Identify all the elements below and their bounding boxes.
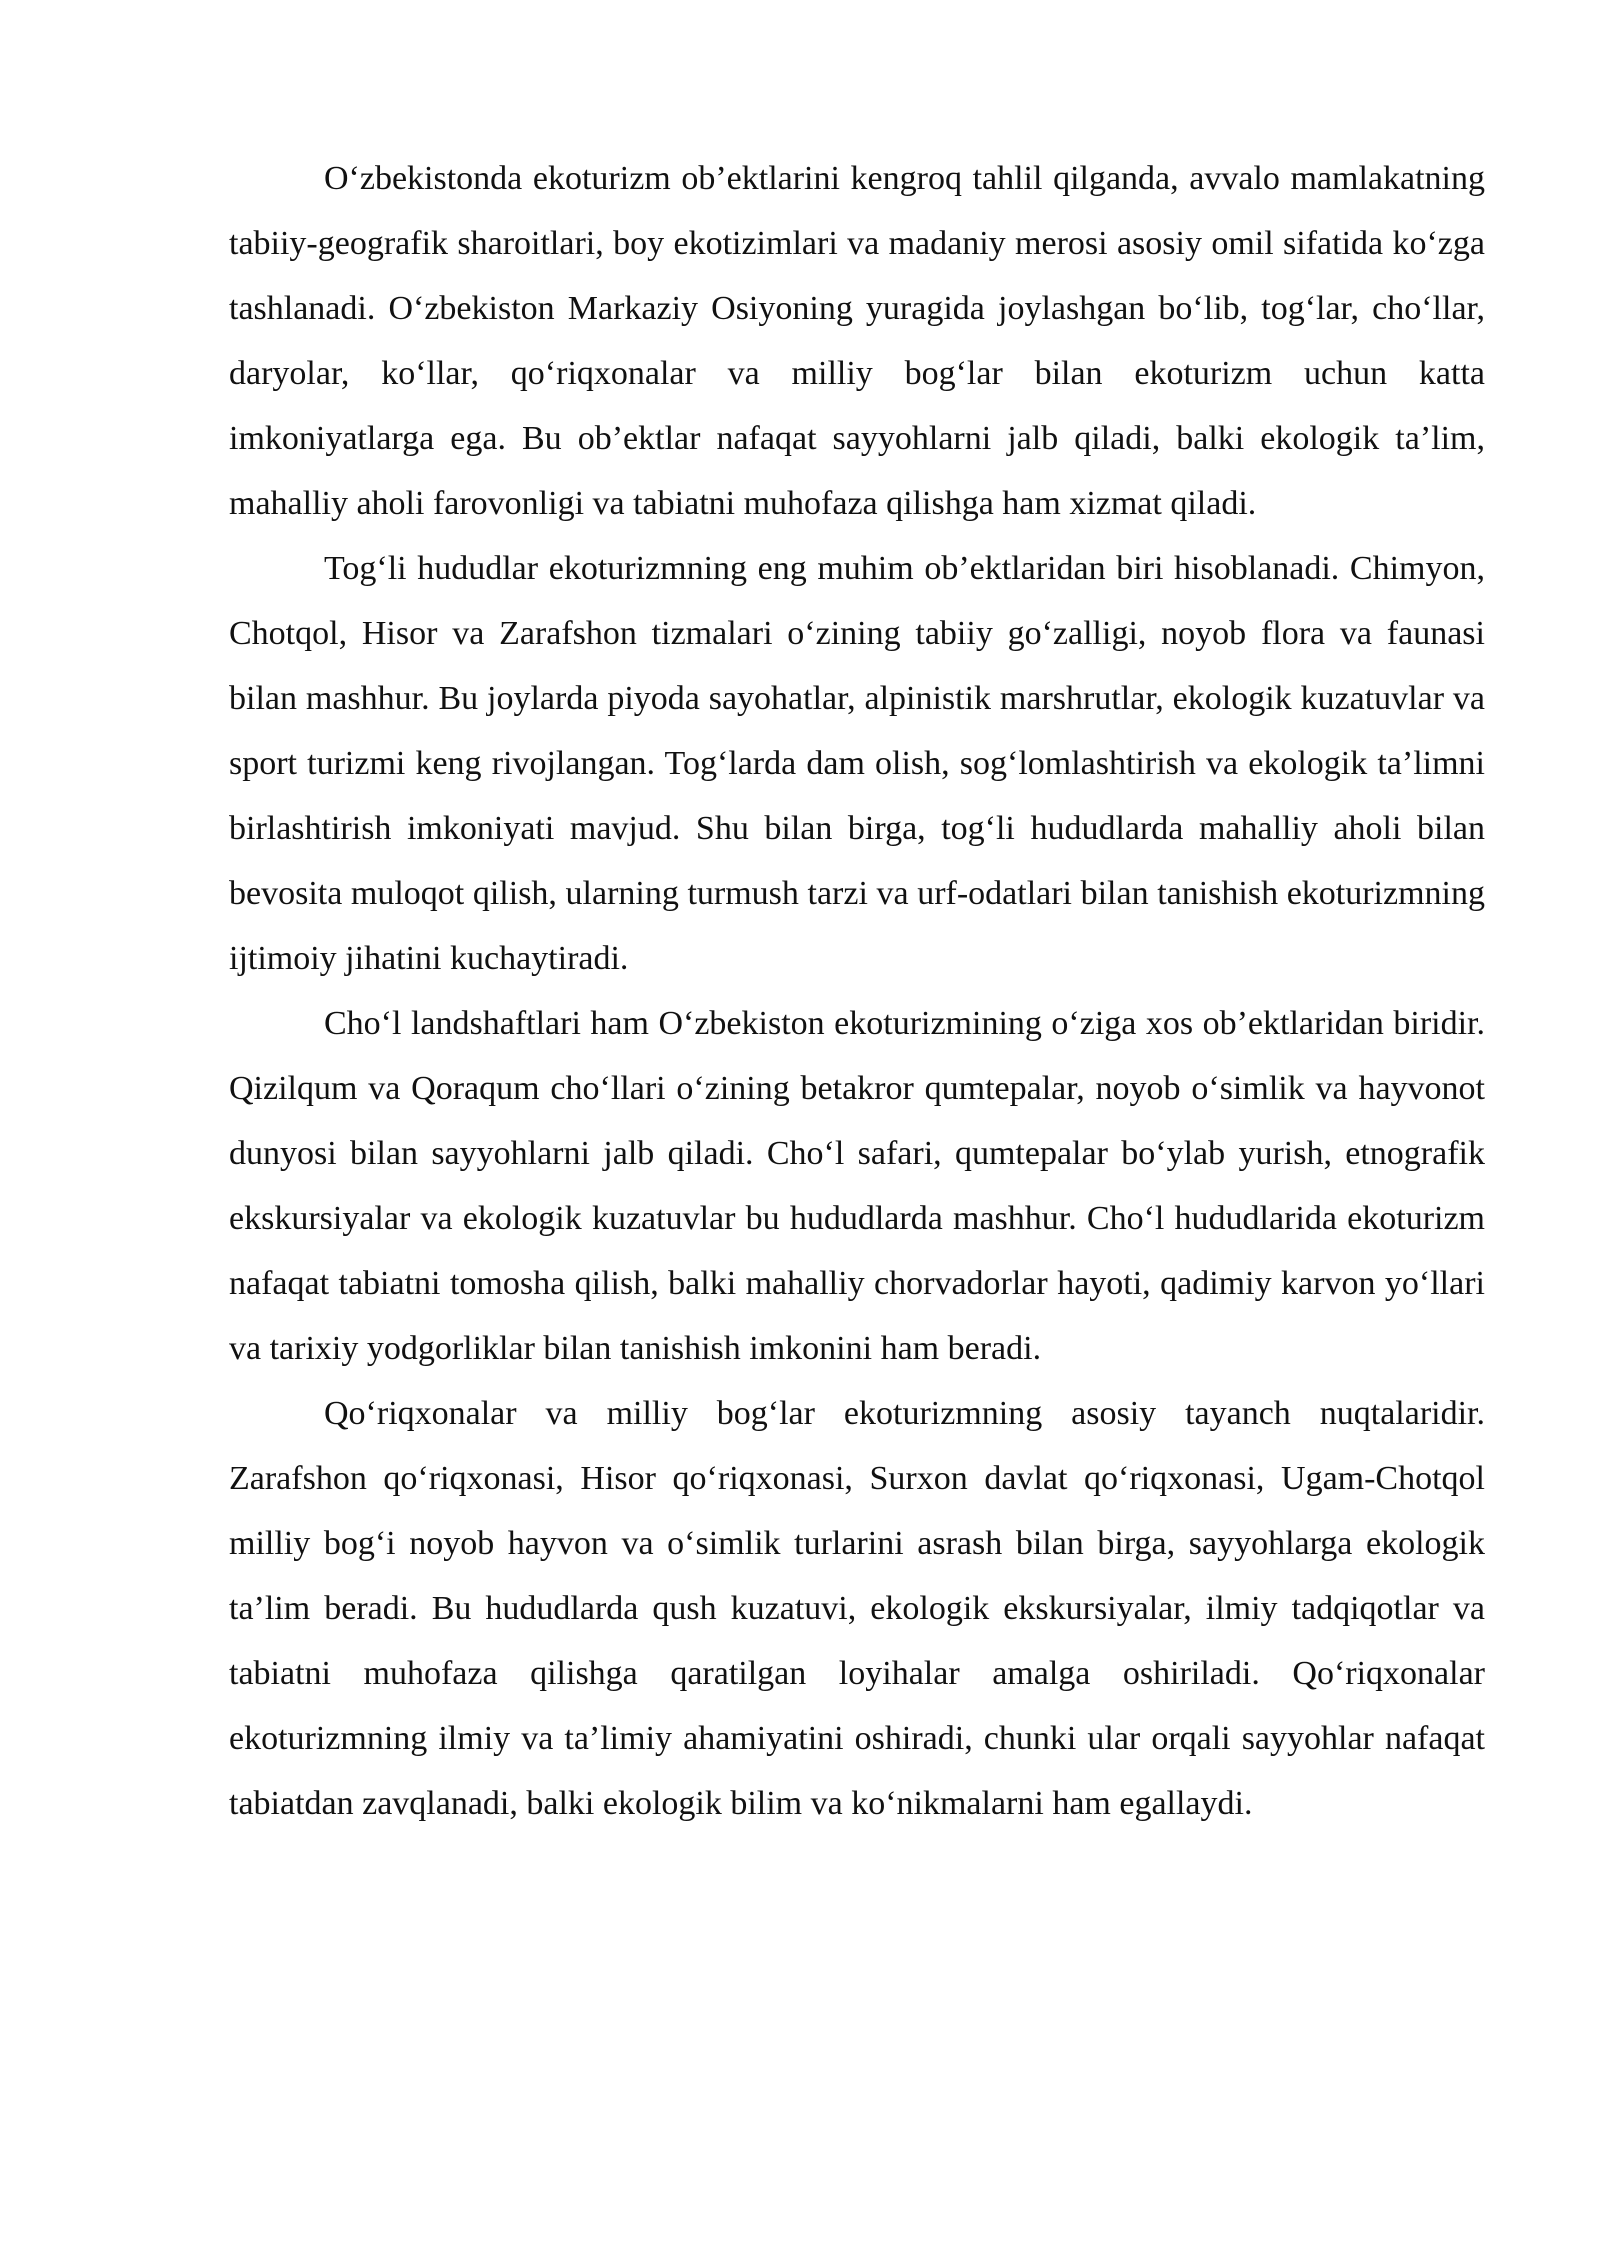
- paragraph-mountain-regions: Tog‘li hududlar ekoturizmning eng muhim ob’ektlaridan biri hisoblanadi. Chimyon, Chotqol, Hisor va Zarafshon tizmalari o‘zining tabiiy go‘zalligi, noyob flora va faunasi bilan mashhur. Bu joylarda piyoda sayohatlar, alpinistik marshrutlar, ekologik kuzatuvlar va sport turizmi keng rivojlangan. Tog‘larda dam olish, sog‘lomlashtirish va ekologik ta’limni birlashtirish imkoniyati mavjud. Shu bilan birga, tog‘li hududlarda mahalliy aholi bilan bevosita muloqot qilish, ularning turmush tarzi va urf-odatlari bilan tanishish ekoturizmning ijtimoiy jihatini kuchaytiradi.: [229, 550, 1485, 977]
- paragraph-desert-landscapes: Cho‘l landshaftlari ham O‘zbekiston ekoturizmining o‘ziga xos ob’ektlaridan biridir. Qizilqum va Qoraqum cho‘llari o‘zining betakror qumtepalar, noyob o‘simlik va hayvonot dunyosi bilan sayyohlarni jalb qiladi. Cho‘l safari, qumtepalar bo‘ylab yurish, etnografik ekskursiyalar va ekologik kuzatuvlar bu hududlarda mashhur. Cho‘l hududlarida ekoturizm nafaqat tabiatni tomosha qilish, balki mahalliy chorvadorlar hayoti, qadimiy karvon yo‘llari va tarixiy yodgorliklar bilan tanishish imkonini ham beradi.: [229, 1005, 1485, 1367]
- paragraph-reserves-national-parks: Qo‘riqxonalar va milliy bog‘lar ekoturizmning asosiy tayanch nuqtalaridir. Zarafshon qo‘riqxonasi, Hisor qo‘riqxonasi, Surxon davlat qo‘riqxonasi, Ugam-Chotqol milliy bog‘i noyob hayvon va o‘simlik turlarini asrash bilan birga, sayyohlarga ekologik ta’lim beradi. Bu hududlarda qush kuzatuvi, ekologik ekskursiyalar, ilmiy tadqiqotlar va tabiatni muhofaza qilishga qaratilgan loyihalar amalga oshiriladi. Qo‘riqxonalar ekoturizmning ilmiy va ta’limiy ahamiyatini oshiradi, chunki ular orqali sayyohlar nafaqat tabiatdan zavqlanadi, balki ekologik bilim va ko‘nikmalarni ham egallaydi.: [229, 1395, 1485, 1822]
- document-body: [229, 146, 1485, 1836]
- paragraph-ecotourism-overview: O‘zbekistonda ekoturizm ob’ektlarini kengroq tahlil qilganda, avvalo mamlakatning tabiiy-geografik sharoitlari, boy ekotizimlari va madaniy merosi asosiy omil sifatida ko‘zga tashlanadi. O‘zbekiston Markaziy Osiyoning yuragida joylashgan bo‘lib, tog‘lar, cho‘llar, daryolar, ko‘llar, qo‘riqxonalar va milliy bog‘lar bilan ekoturizm uchun katta imkoniyatlarga ega. Bu ob’ektlar nafaqat sayyohlarni jalb qiladi, balki ekologik ta’lim, mahalliy aholi farovonligi va tabiatni muhofaza qilishga ham xizmat qiladi.: [229, 160, 1485, 522]
